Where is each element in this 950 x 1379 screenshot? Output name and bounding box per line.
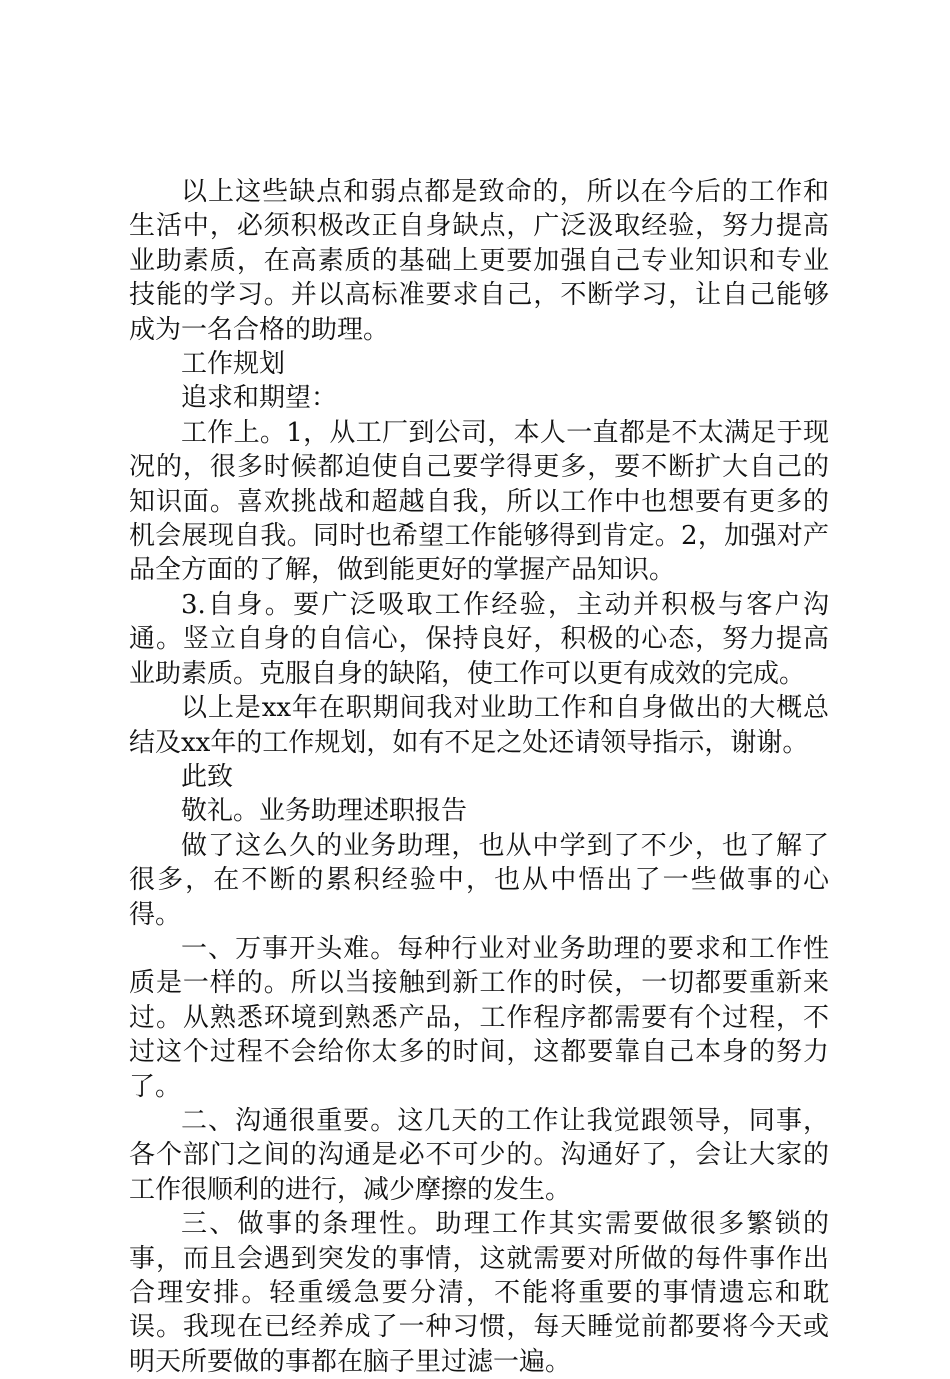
paragraph-intro: 做了这么久的业务助理，也从中学到了不少，也了解了很多，在不断的累积经验中，也从中悟出了一些做事的心得。: [129, 830, 829, 930]
closing-greeting: 此致: [181, 761, 234, 792]
paragraph-summary: 以上是xx年在职期间我对业助工作和自身做出的大概总结及xx年的工作规划，如有不足之处还请领导指示，谢谢。: [129, 693, 829, 758]
heading-pursuit-expectation: 追求和期望：: [181, 383, 338, 414]
heading-work-plan: 工作规划: [181, 349, 286, 380]
paragraph-work: 工作上。1，从工厂到公司，本人一直都是不太满足于现况的，很多时候都迫使自己要学得更多，要不断扩大自己的知识面。喜欢挑战和超越自我，所以工作中也想要有更多的机会展现自我。同时也希望工作能够得到肯定。2，加强对产品全方面的了解，做到能更好的掌握产品知识。: [129, 417, 829, 586]
paragraph-point-one: 一、万事开头难。每种行业对业务助理的要求和工作性质是一样的。所以当接触到新工作的时侯，一切都要重新来过。从熟悉环境到熟悉产品，工作程序都需要有个过程，不过这个过程不会给你太多的时间，这都要靠自己本身的努力了。: [129, 933, 829, 1102]
paragraph-shortcomings: 以上这些缺点和弱点都是致命的，所以在今后的工作和生活中，必须积极改正自身缺点，广泛汲取经验，努力提高业助素质，在高素质的基础上更要加强自己专业知识和专业技能的学习。并以高标准要求自己，不断学习，让自己能够成为一名合格的助理。: [129, 177, 829, 345]
document-body: [129, 175, 829, 1379]
paragraph-point-two: 二、沟通很重要。这几天的工作让我觉跟领导，同事，各个部门之间的沟通是必不可少的。沟通好了，会让大家的工作很顺利的进行，减少摩擦的发生。: [129, 1105, 829, 1205]
paragraph-self: 3.自身。要广泛吸取工作经验，主动并积极与客户沟通。竖立自身的自信心，保持良好，积极的心态，努力提高业助素质。克服自身的缺陷，使工作可以更有成效的完成。: [129, 589, 829, 689]
paragraph-point-three: 三、做事的条理性。助理工作其实需要做很多繁锁的事，而且会遇到突发的事情，这就需要对所做的每件事作出合理安排。轻重缓急要分清，不能将重要的事情遗忘和耽误。我现在已经养成了一种习惯，每天睡觉前都要将今天或明天所要做的事都在脑子里过滤一遍。: [129, 1209, 829, 1377]
closing-salute-report-title: 敬礼。业务助理述职报告: [181, 796, 468, 827]
